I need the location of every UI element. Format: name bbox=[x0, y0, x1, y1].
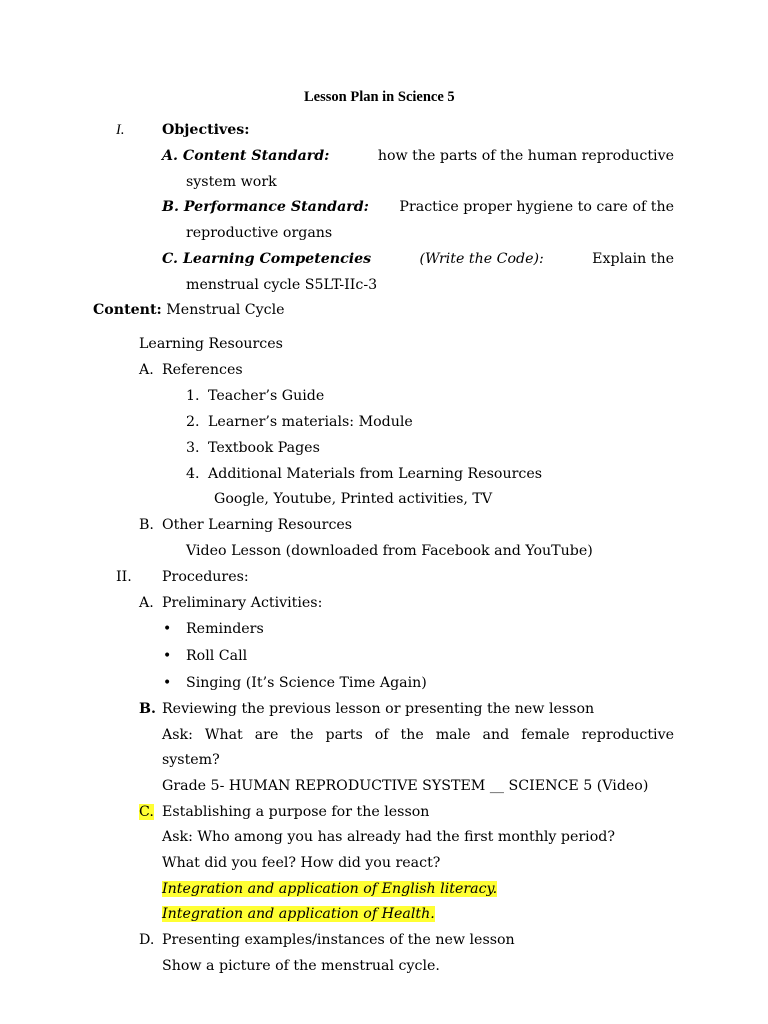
bullet-dot: • bbox=[163, 675, 172, 691]
additional-materials-list: Google, Youtube, Printed activities, TV bbox=[214, 491, 493, 507]
reference-item: Learner’s materials: Module bbox=[208, 414, 413, 430]
reviewing-label: Reviewing the previous lesson or presenting the new lesson bbox=[162, 701, 595, 717]
performance-standard-text: Practice proper hygiene to care of the bbox=[399, 199, 674, 215]
preliminary-letter: A. bbox=[139, 595, 154, 611]
integration-health: Integration and application of Health. bbox=[162, 906, 435, 922]
reference-item: Textbook Pages bbox=[208, 440, 320, 456]
learning-competencies-line bbox=[162, 250, 674, 268]
learning-competencies-text: Explain the bbox=[592, 251, 674, 267]
content-standard-label: A. Content Standard: bbox=[162, 148, 330, 164]
reviewing-letter: B. bbox=[139, 701, 156, 717]
references-letter: A. bbox=[139, 362, 154, 378]
section-numeral-2: II. bbox=[116, 569, 132, 585]
integration-english: Integration and application of English literacy. bbox=[162, 881, 498, 897]
reference-item: Teacher’s Guide bbox=[208, 388, 325, 404]
content-standard-line bbox=[162, 147, 674, 165]
reviewing-ask-cont: system? bbox=[162, 752, 220, 768]
content-value: Menstrual Cycle bbox=[166, 302, 285, 318]
section-numeral-1: I. bbox=[116, 122, 125, 138]
reference-item-number: 3. bbox=[186, 440, 200, 456]
other-resources-text: Video Lesson (downloaded from Facebook and YouTube) bbox=[186, 543, 593, 559]
purpose-ask-cont: What did you feel? How did you react? bbox=[162, 855, 441, 871]
learning-competencies-label: C. Learning Competencies bbox=[162, 251, 372, 267]
presenting-label: Presenting examples/instances of the new lesson bbox=[162, 932, 515, 948]
content-line bbox=[93, 301, 285, 319]
purpose-label: Establishing a purpose for the lesson bbox=[162, 804, 430, 820]
presenting-letter: D. bbox=[139, 932, 155, 948]
reference-item: Additional Materials from Learning Resources bbox=[208, 466, 543, 482]
other-resources-letter: B. bbox=[139, 517, 154, 533]
learning-competencies-note: (Write the Code): bbox=[419, 251, 544, 267]
learning-resources-heading: Learning Resources bbox=[139, 336, 283, 352]
content-standard-text-cont: system work bbox=[186, 174, 277, 190]
bullet-item: Roll Call bbox=[186, 648, 248, 664]
preliminary-label: Preliminary Activities: bbox=[162, 595, 323, 611]
reviewing-video: Grade 5- HUMAN REPRODUCTIVE SYSTEM __ SCIENCE 5 (Video) bbox=[162, 778, 649, 794]
page-title: Lesson Plan in Science 5 bbox=[304, 89, 455, 105]
purpose-ask: Ask: Who among you has already had the first monthly period? bbox=[162, 829, 615, 845]
reviewing-ask: Ask: What are the parts of the male and female reproductive bbox=[162, 727, 674, 743]
presenting-text: Show a picture of the menstrual cycle. bbox=[162, 958, 440, 974]
purpose-letter: C. bbox=[139, 804, 154, 820]
reference-item-number: 1. bbox=[186, 388, 200, 404]
bullet-item: Singing (It’s Science Time Again) bbox=[186, 675, 427, 691]
bullet-dot: • bbox=[163, 648, 172, 664]
learning-competencies-text-cont: menstrual cycle S5LT-IIc-3 bbox=[186, 277, 378, 293]
references-label: References bbox=[162, 362, 243, 378]
performance-standard-label: B. Performance Standard: bbox=[162, 199, 369, 215]
performance-standard-text-cont: reproductive organs bbox=[186, 225, 333, 241]
content-label: Content: bbox=[93, 302, 162, 318]
objectives-heading: Objectives: bbox=[162, 122, 250, 138]
reference-item-number: 4. bbox=[186, 466, 200, 482]
other-resources-label: Other Learning Resources bbox=[162, 517, 353, 533]
bullet-item: Reminders bbox=[186, 621, 264, 637]
procedures-heading: Procedures: bbox=[162, 569, 249, 585]
bullet-dot: • bbox=[163, 621, 172, 637]
performance-standard-line bbox=[162, 198, 674, 216]
content-standard-text: how the parts of the human reproductive bbox=[377, 148, 674, 164]
reference-item-number: 2. bbox=[186, 414, 200, 430]
